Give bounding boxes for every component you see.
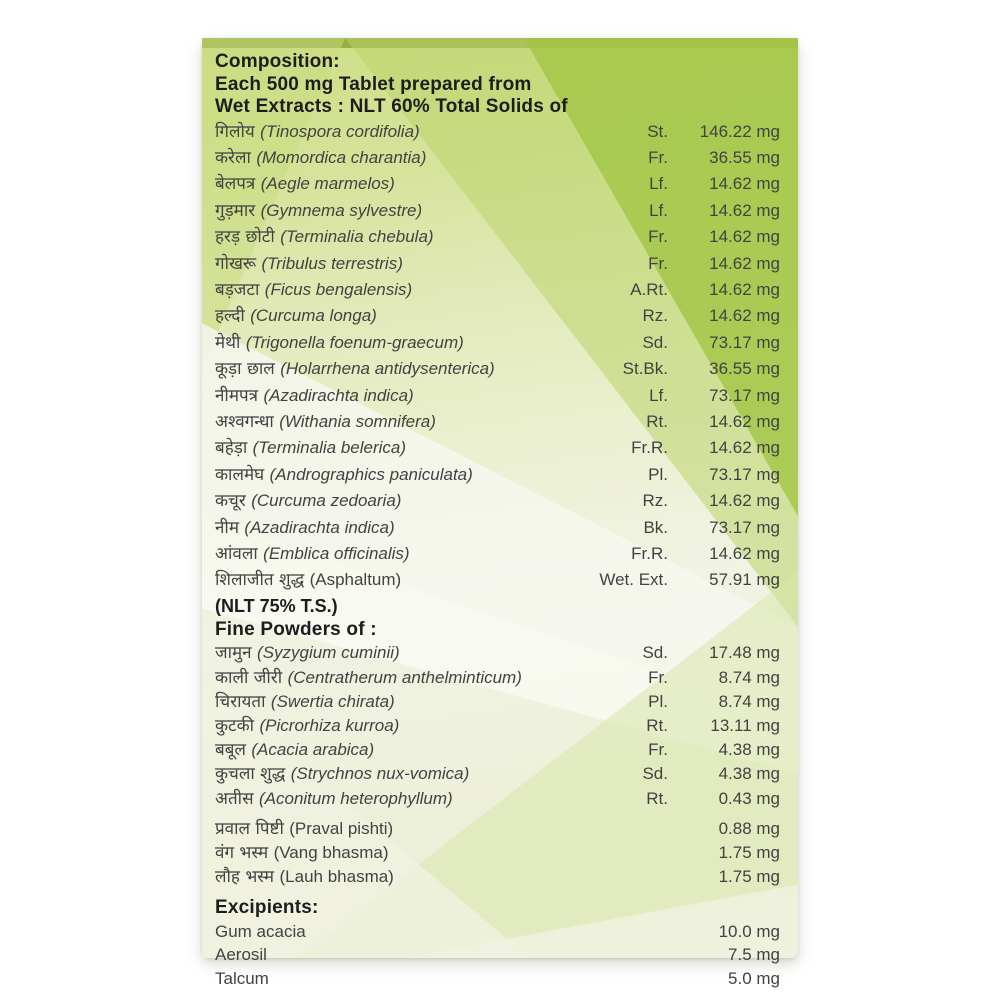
ingredient-name-hindi: अतीस — [215, 788, 259, 809]
plant-part-abbrev: Fr. — [648, 227, 668, 247]
quantity-mg: 0.43 mg — [718, 788, 780, 808]
ingredient-name — [215, 224, 582, 250]
ingredient-row — [215, 119, 780, 145]
quantity-mg: 36.55 mg — [709, 147, 780, 167]
ingredient-name-latin: (Swertia chirata) — [270, 691, 395, 711]
ingredient-row — [215, 865, 780, 889]
quantity-mg: 10.0 mg — [718, 921, 780, 941]
ingredient-name-latin: (Azadirachta indica) — [263, 385, 414, 405]
plant-part-abbrev: Bk. — [643, 517, 668, 537]
ingredient-name — [215, 567, 582, 593]
ingredient-name-hindi: कूड़ा छाल — [215, 359, 281, 380]
quantity-mg: 17.48 mg — [709, 643, 780, 663]
ingredient-name-latin: (Momordica charantia) — [256, 147, 427, 167]
ingredient-name-hindi: नीमपत्र — [215, 385, 264, 406]
plant-part-abbrev: Rz. — [642, 491, 668, 511]
ingredient-name-hindi: बेलपत्र — [215, 174, 261, 195]
ingredient-name — [215, 817, 582, 841]
ingredient-name-latin: (Terminalia chebula) — [280, 227, 434, 247]
ingredient-name-hindi: बहेड़ा — [215, 438, 253, 459]
ingredient-name — [215, 762, 582, 786]
ingredient-name — [215, 865, 582, 889]
ingredient-row — [215, 488, 780, 514]
quantity-mg: 14.62 mg — [709, 227, 780, 247]
quantity-mg: 14.62 mg — [709, 411, 780, 431]
ingredient-row — [215, 356, 780, 382]
ingredient-name-latin: (Centratherum anthelminticum) — [287, 667, 522, 687]
ingredient-name-latin: (Picrorhiza kurroa) — [259, 715, 400, 735]
ingredient-name-latin: (Terminalia belerica) — [252, 438, 407, 458]
quantity-mg: 14.62 mg — [709, 253, 780, 273]
ingredient-row — [215, 251, 780, 277]
ingredient-name — [215, 541, 582, 567]
ingredient-row — [215, 567, 780, 593]
plant-part-abbrev: Sd. — [642, 764, 668, 784]
quantity-mg: 36.55 mg — [709, 359, 780, 379]
ingredient-name-hindi: बबूल — [215, 740, 252, 761]
ingredient-name — [215, 515, 582, 541]
ingredient-name — [215, 738, 582, 762]
ingredient-row — [215, 666, 780, 690]
ingredient-name-hindi: अश्वगन्धा — [215, 411, 280, 432]
ingredient-name — [215, 841, 582, 865]
quantity-mg: 73.17 mg — [709, 332, 780, 352]
ingredient-name-latin: (Gymnema sylvestre) — [260, 200, 423, 220]
quantity-mg: 5.0 mg — [728, 968, 780, 988]
quantity-mg: 1.75 mg — [718, 842, 780, 862]
ingredient-name — [215, 356, 582, 382]
ingredient-name-hindi: कुटकी — [215, 715, 260, 736]
ingredient-name — [215, 488, 582, 514]
ingredient-row — [215, 303, 780, 329]
plant-part-abbrev: A.Rt. — [630, 279, 668, 299]
ingredient-row — [215, 462, 780, 488]
quantity-mg: 14.62 mg — [709, 544, 780, 563]
ingredient-name-hindi: कचूर — [215, 491, 252, 512]
ingredient-name — [215, 383, 582, 409]
plant-part-abbrev: Rt. — [646, 715, 668, 735]
ingredient-name-latin: (Curcuma zedoaria) — [251, 491, 402, 511]
ingredient-name — [215, 409, 582, 435]
plant-part-abbrev: Rz. — [642, 306, 668, 326]
ingredient-name-latin: (Syzygium cuminii) — [257, 643, 400, 663]
quantity-mg: 4.38 mg — [718, 740, 780, 760]
ingredient-name-hindi: वंग भस्म — [215, 842, 274, 863]
plant-part-abbrev: Lf. — [649, 385, 668, 405]
quantity-mg: 14.62 mg — [709, 174, 780, 194]
ingredient-row — [215, 690, 780, 714]
quantity-mg: 57.91 mg — [709, 570, 780, 590]
label-content — [202, 38, 798, 990]
ingredient-name-hindi: गोखरू — [215, 253, 262, 274]
ingredient-name-hindi: शिलाजीत शुद्ध — [215, 570, 310, 591]
ingredient-row — [215, 277, 780, 303]
ingredient-name — [215, 303, 582, 329]
ingredient-row — [215, 409, 780, 435]
ingredient-name-latin: (Tinospora cordifolia) — [260, 121, 420, 141]
ingredient-name-latin: (Praval pishti) — [289, 818, 394, 838]
ingredient-row — [215, 171, 780, 197]
nlt-note: (NLT 75% T.S.) — [215, 595, 338, 616]
plant-part-abbrev: Pl. — [648, 691, 668, 711]
plant-part-abbrev: Wet. Ext. — [599, 570, 668, 590]
ingredient-name-latin: (Azadirachta indica) — [244, 517, 395, 537]
quantity-mg: 14.62 mg — [709, 438, 780, 458]
wet-extracts-list — [215, 119, 780, 594]
composition-title: Composition: — [215, 51, 340, 72]
ingredient-row — [215, 817, 780, 841]
quantity-mg: 13.11 mg — [710, 715, 780, 735]
ingredient-row — [215, 145, 780, 171]
ingredient-name-hindi: काली जीरी — [215, 667, 288, 688]
ingredient-name-latin: (Andrographics paniculata) — [269, 464, 473, 484]
ingredient-name: Talcum — [215, 968, 269, 988]
plant-part-abbrev: Lf. — [649, 174, 668, 194]
ingredient-name-latin: (Aegle marmelos) — [260, 174, 395, 194]
plant-part-abbrev: Fr. — [648, 740, 668, 760]
ingredient-name-latin: (Trigonella foenum-graecum) — [245, 332, 464, 352]
ingredient-name-latin: (Aconitum heterophyllum) — [258, 788, 453, 808]
ingredient-name-latin: (Vang bhasma) — [273, 842, 389, 862]
ingredient-row — [215, 435, 780, 461]
ingredient-name-latin: (Acacia arabica) — [251, 740, 375, 760]
ingredient-name — [215, 666, 582, 690]
quantity-mg: 1.75 mg — [718, 867, 780, 887]
ingredient-name — [215, 462, 582, 488]
plant-part-abbrev: Rt. — [646, 788, 668, 808]
plant-part-abbrev: Fr. — [648, 667, 668, 687]
quantity-mg: 14.62 mg — [709, 306, 780, 326]
ingredient-name-latin: (Curcuma longa) — [250, 306, 377, 326]
fine-powders-heading: Fine Powders of : — [215, 618, 377, 640]
quantity-mg: 73.17 mg — [709, 464, 780, 484]
ingredient-name-hindi: करेला — [215, 147, 257, 168]
ingredient-name-latin: (Lauh bhasma) — [279, 867, 394, 887]
plant-part-abbrev: Lf. — [649, 200, 668, 220]
ingredient-name-hindi: नीम — [215, 517, 245, 538]
ingredient-name: Aerosil — [215, 945, 267, 965]
quantity-mg: 14.62 mg — [709, 200, 780, 220]
ingredient-row — [215, 198, 780, 224]
ingredient-row — [215, 714, 780, 738]
quantity-mg: 73.17 mg — [709, 517, 780, 537]
ingredient-row — [215, 515, 780, 541]
ingredient-name — [215, 277, 582, 303]
ingredient-name-latin: (Asphaltum) — [309, 570, 402, 590]
plant-part-abbrev: Fr. — [648, 253, 668, 273]
quantity-mg: 4.38 mg — [718, 764, 780, 784]
ingredient-name-hindi: लौह भस्म — [215, 867, 280, 888]
ingredient-name-hindi: गुड़मार — [215, 200, 261, 221]
plant-part-abbrev: Fr. — [648, 147, 668, 167]
ingredient-name-hindi: चिरायता — [215, 691, 271, 712]
tablet-statement: Each 500 mg Tablet prepared from — [215, 73, 532, 95]
ingredient-name-hindi: कुचला शुद्ध — [215, 764, 291, 785]
quantity-mg: 7.5 mg — [728, 945, 780, 965]
quantity-mg: 8.74 mg — [718, 667, 780, 687]
ingredient-row — [215, 967, 780, 991]
ingredient-name — [215, 641, 582, 665]
excipients-list — [215, 920, 780, 991]
plant-part-abbrev: Rt. — [646, 411, 668, 431]
ingredient-row — [215, 330, 780, 356]
ingredient-name-hindi: जामुन — [215, 643, 258, 664]
ingredient-row — [215, 762, 780, 786]
excipients-heading: Excipients: — [215, 897, 319, 919]
ingredient-row — [215, 787, 780, 811]
quantity-mg: 14.62 mg — [709, 491, 780, 511]
ingredient-name — [215, 330, 582, 356]
plant-part-abbrev: Fr.R. — [631, 438, 668, 458]
ingredient-name — [215, 198, 582, 224]
plant-part-abbrev: Pl. — [648, 464, 668, 484]
quantity-mg: 146.22 mg — [699, 121, 780, 141]
quantity-mg: 73.17 mg — [709, 385, 780, 405]
ingredient-name-hindi: मेथी — [215, 332, 246, 353]
composition-label — [202, 38, 798, 988]
ingredient-row — [215, 224, 780, 250]
ingredient-name — [215, 251, 582, 277]
ingredient-name — [215, 690, 582, 714]
ingredient-name-latin: (Strychnos nux-vomica) — [290, 764, 470, 784]
ingredient-name — [215, 435, 582, 461]
ingredient-name — [215, 119, 582, 145]
ingredient-name — [215, 714, 582, 738]
ingredient-row — [215, 841, 780, 865]
plant-part-abbrev: Sd. — [642, 332, 668, 352]
ingredient-row — [215, 738, 780, 762]
ingredient-row — [215, 920, 780, 944]
ingredient-name-latin: (Emblica officinalis) — [263, 544, 410, 563]
ingredient-name: Gum acacia — [215, 921, 306, 941]
ingredient-name-latin: (Holarrhena antidysenterica) — [280, 359, 495, 379]
ingredient-row — [215, 641, 780, 665]
ingredient-row — [215, 541, 780, 567]
wet-extracts-heading: Wet Extracts : NLT 60% Total Solids of — [215, 96, 568, 117]
ingredient-name — [215, 171, 582, 197]
ingredient-name-latin: (Withania somnifera) — [279, 411, 436, 431]
ingredient-name-hindi: आंवला — [215, 544, 264, 564]
ingredient-name-hindi: गिलोय — [215, 121, 261, 142]
ingredient-name-hindi: हरड़ छोटी — [215, 227, 281, 248]
ingredient-name-hindi: कालमेघ — [215, 464, 270, 485]
plant-part-abbrev: Sd. — [642, 643, 668, 663]
plant-part-abbrev: St.Bk. — [622, 359, 668, 379]
ingredient-name — [215, 145, 582, 171]
ingredient-name-hindi: बड़जटा — [215, 279, 265, 300]
quantity-mg: 0.88 mg — [718, 818, 780, 838]
ingredient-row — [215, 383, 780, 409]
quantity-mg: 14.62 mg — [709, 279, 780, 299]
fine-powders-list — [215, 641, 780, 889]
plant-part-abbrev: St. — [647, 121, 668, 141]
ingredient-name-hindi: प्रवाल पिष्टी — [215, 818, 290, 839]
ingredient-name-latin: (Tribulus terrestris) — [261, 253, 403, 273]
ingredient-name-latin: (Ficus bengalensis) — [264, 279, 413, 299]
ingredient-name-hindi: हल्दी — [215, 306, 251, 327]
plant-part-abbrev: Fr.R. — [631, 544, 668, 563]
quantity-mg: 8.74 mg — [718, 691, 780, 711]
ingredient-name — [215, 787, 582, 811]
ingredient-row — [215, 943, 780, 967]
